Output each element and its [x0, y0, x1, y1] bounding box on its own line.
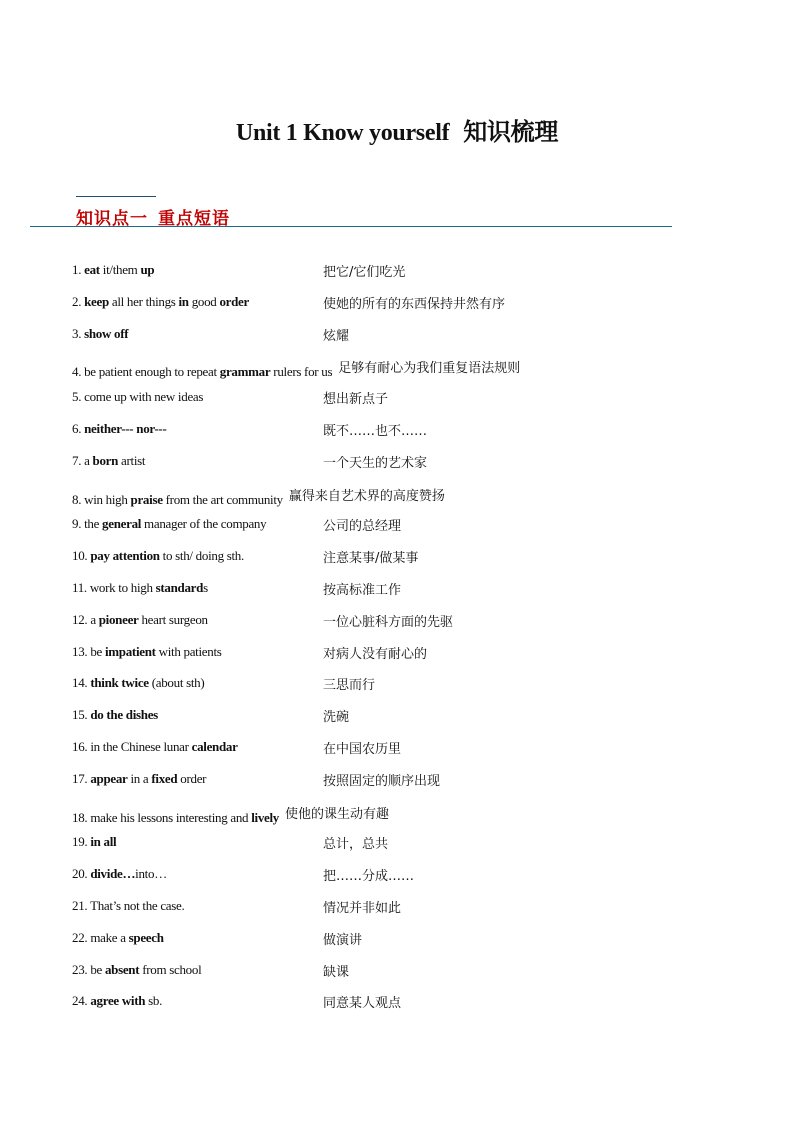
phrase-english	[72, 866, 167, 882]
phrase-number: 11.	[72, 579, 90, 595]
phrase-keyword: grammar	[219, 364, 271, 380]
page-title-chinese: 知识梳理	[463, 118, 559, 146]
phrase-text: make a	[90, 929, 129, 945]
phrase-item	[72, 926, 632, 958]
phrase-keyword: in	[178, 293, 189, 309]
phrase-text: good	[188, 293, 220, 309]
phrase-number: 16.	[72, 738, 91, 754]
page-title-english: Unit 1 Know yourself	[235, 120, 450, 146]
phrase-number: 10.	[72, 548, 91, 564]
phrase-keyword: up	[140, 262, 155, 277]
phrase-chinese: 想出新点子	[323, 392, 389, 408]
phrase-number: 23.	[72, 961, 91, 977]
phrase-text: in a	[127, 770, 152, 786]
phrase-number: 17.	[72, 770, 91, 786]
phrase-english	[72, 739, 238, 755]
phrase-english	[72, 516, 266, 532]
phrase-english	[72, 453, 145, 469]
phrase-english	[72, 492, 283, 507]
phrase-number: 18.	[72, 809, 91, 825]
phrase-chinese: 一位心脏科方面的先驱	[323, 614, 454, 630]
phrase-number: 22.	[72, 929, 91, 945]
phrase-text: a	[84, 452, 93, 468]
phrase-chinese: 在中国农历里	[323, 741, 402, 757]
phrase-english	[72, 771, 206, 787]
phrase-text: it/them	[99, 262, 141, 277]
page-title	[0, 112, 794, 147]
phrase-keyword: divide…	[90, 866, 136, 882]
phrase-item	[72, 290, 632, 322]
phrase-text: order	[177, 770, 207, 786]
phrase-keyword: impatient	[104, 643, 156, 659]
phrase-english	[72, 644, 222, 660]
phrase-item	[72, 449, 632, 481]
phrase-item	[72, 640, 632, 672]
phrase-english	[72, 898, 184, 914]
phrase-english	[72, 421, 166, 437]
phrase-item	[72, 322, 632, 354]
phrase-keyword: pioneer	[98, 611, 139, 627]
phrase-number: 12.	[72, 611, 91, 627]
phrase-english	[72, 707, 158, 723]
phrase-number: 4.	[72, 364, 85, 380]
phrase-english	[72, 389, 203, 405]
phrase-english	[72, 548, 244, 564]
phrase-english	[72, 675, 204, 691]
phrase-text: be	[90, 961, 105, 977]
phrase-chinese: 把……分成……	[323, 869, 415, 885]
phrase-text: to sth/ doing sth.	[159, 548, 244, 564]
phrase-text: s	[203, 579, 208, 595]
phrase-chinese: 按高标准工作	[323, 582, 402, 598]
phrase-text: a	[90, 611, 99, 627]
phrase-item	[72, 417, 632, 449]
phrase-keyword: order	[219, 293, 249, 309]
phrase-number: 1.	[72, 262, 85, 277]
phrase-item	[72, 671, 632, 703]
phrase-text: all her things	[108, 293, 179, 309]
phrase-chinese: 足够有耐心为我们重复语法规则	[338, 361, 521, 377]
phrase-number: 14.	[72, 675, 91, 691]
phrase-chinese: 同意某人观点	[323, 996, 402, 1012]
section-divider	[30, 226, 672, 227]
phrase-keyword: do the dishes	[90, 707, 158, 723]
phrase-english	[72, 810, 279, 825]
phrase-chinese: 按照固定的顺序出现	[323, 773, 441, 789]
phrase-english	[72, 962, 201, 978]
phrase-number: 3.	[72, 325, 85, 341]
phrase-text: from the art community	[162, 491, 283, 507]
phrase-number: 8.	[72, 491, 85, 507]
phrase-keyword: born	[92, 452, 119, 468]
phrase-chinese: 三思而行	[323, 678, 376, 694]
phrase-keyword: eat	[84, 262, 100, 277]
phrase-chinese: 把它/它们吃光	[323, 265, 406, 280]
phrase-text: make his lessons interesting and	[90, 809, 252, 825]
phrase-item	[72, 481, 632, 513]
phrase-item	[72, 767, 632, 799]
phrase-chinese: 一个天生的艺术家	[323, 455, 428, 471]
phrase-chinese: 对病人没有耐心的	[323, 646, 428, 662]
phrase-keyword: pay attention	[90, 548, 160, 564]
phrase-text: the	[84, 516, 103, 532]
phrase-english	[72, 262, 154, 278]
phrase-item	[72, 703, 632, 735]
phrase-chinese: 赢得来自艺术界的高度赞扬	[288, 488, 445, 504]
phrase-chinese: 情况并非如此	[323, 900, 402, 916]
phrase-keyword: agree with	[90, 993, 146, 1009]
phrase-keyword: keep	[84, 293, 109, 309]
phrase-number: 13.	[72, 643, 91, 659]
phrase-keyword: think twice	[90, 675, 149, 691]
phrase-chinese: 使她的所有的东西保持井然有序	[323, 296, 506, 312]
phrase-text: from school	[139, 961, 202, 977]
phrase-number: 20.	[72, 866, 91, 882]
phrase-keyword: standard	[155, 579, 204, 595]
phrase-text: artist	[118, 452, 146, 468]
section-label: 知识点一	[76, 209, 148, 229]
phrase-keyword: general	[102, 516, 142, 532]
phrase-keyword: calendar	[191, 738, 238, 754]
phrase-item	[72, 512, 632, 544]
phrase-item	[72, 608, 632, 640]
phrase-text: come up with new ideas	[84, 389, 204, 405]
phrase-keyword: speech	[128, 929, 164, 945]
phrase-item	[72, 799, 632, 831]
phrase-english	[72, 612, 208, 628]
phrase-item	[72, 258, 632, 290]
phrase-text: be	[90, 643, 105, 659]
phrase-item	[72, 958, 632, 990]
phrase-item	[72, 353, 632, 385]
phrase-chinese: 公司的总经理	[323, 519, 402, 535]
phrase-number: 7.	[72, 452, 85, 468]
phrase-number: 24.	[72, 993, 91, 1009]
phrase-chinese: 使他的课生动有趣	[285, 806, 390, 822]
phrase-text: work to high	[89, 579, 156, 595]
phrase-english	[72, 993, 162, 1009]
section-subtitle: 重点短语	[158, 209, 230, 229]
phrase-english	[72, 930, 164, 946]
phrase-item	[72, 385, 632, 417]
phrase-text: in the Chinese lunar	[90, 738, 192, 754]
phrase-chinese: 洗碗	[323, 710, 350, 726]
phrase-item	[72, 894, 632, 926]
phrase-item	[72, 989, 632, 1021]
phrase-number: 9.	[72, 516, 85, 532]
phrase-text: heart surgeon	[138, 611, 208, 627]
phrase-keyword: in all	[90, 834, 117, 850]
phrase-keyword: appear	[90, 770, 128, 786]
phrase-text: rulers for us	[270, 364, 333, 380]
phrase-text: win high	[84, 491, 131, 507]
phrase-text: be patient enough to repeat	[84, 364, 220, 380]
phrase-keyword: praise	[130, 491, 163, 507]
phrase-keyword: show off	[84, 325, 129, 341]
phrase-number: 15.	[72, 707, 91, 723]
phrase-text: That’s not the case.	[90, 897, 185, 913]
section-top-divider	[76, 196, 156, 197]
phrase-english	[72, 834, 116, 850]
phrase-text: into…	[135, 866, 167, 882]
phrase-english	[72, 326, 128, 342]
phrase-item	[72, 576, 632, 608]
phrase-item	[72, 735, 632, 767]
phrase-number: 5.	[72, 389, 85, 405]
phrase-item	[72, 544, 632, 576]
phrase-chinese: 注意某事/做某事	[323, 551, 419, 567]
phrase-text: sb.	[145, 993, 163, 1009]
phrase-chinese: 做演讲	[323, 932, 363, 948]
phrase-number: 6.	[72, 420, 85, 436]
phrase-number: 2.	[72, 293, 85, 309]
phrase-chinese: 既不……也不……	[323, 423, 428, 439]
phrase-keyword: fixed	[151, 770, 178, 786]
phrase-english	[72, 580, 208, 596]
phrase-text: manager of the company	[141, 516, 267, 532]
phrase-chinese: 炫耀	[323, 328, 350, 344]
phrase-keyword: absent	[104, 961, 140, 977]
phrase-item	[72, 830, 632, 862]
phrase-list	[72, 258, 632, 1021]
phrase-english	[72, 364, 332, 379]
phrase-text: with patients	[155, 643, 222, 659]
phrase-chinese: 缺课	[323, 964, 350, 980]
phrase-item	[72, 862, 632, 894]
phrase-text: (about sth)	[148, 675, 205, 691]
phrase-keyword: neither--- nor---	[84, 420, 167, 436]
phrase-number: 21.	[72, 897, 91, 913]
phrase-chinese: 总计，总共	[323, 837, 389, 853]
phrase-number: 19.	[72, 834, 91, 850]
phrase-keyword: lively	[251, 809, 280, 825]
phrase-english	[72, 294, 249, 310]
